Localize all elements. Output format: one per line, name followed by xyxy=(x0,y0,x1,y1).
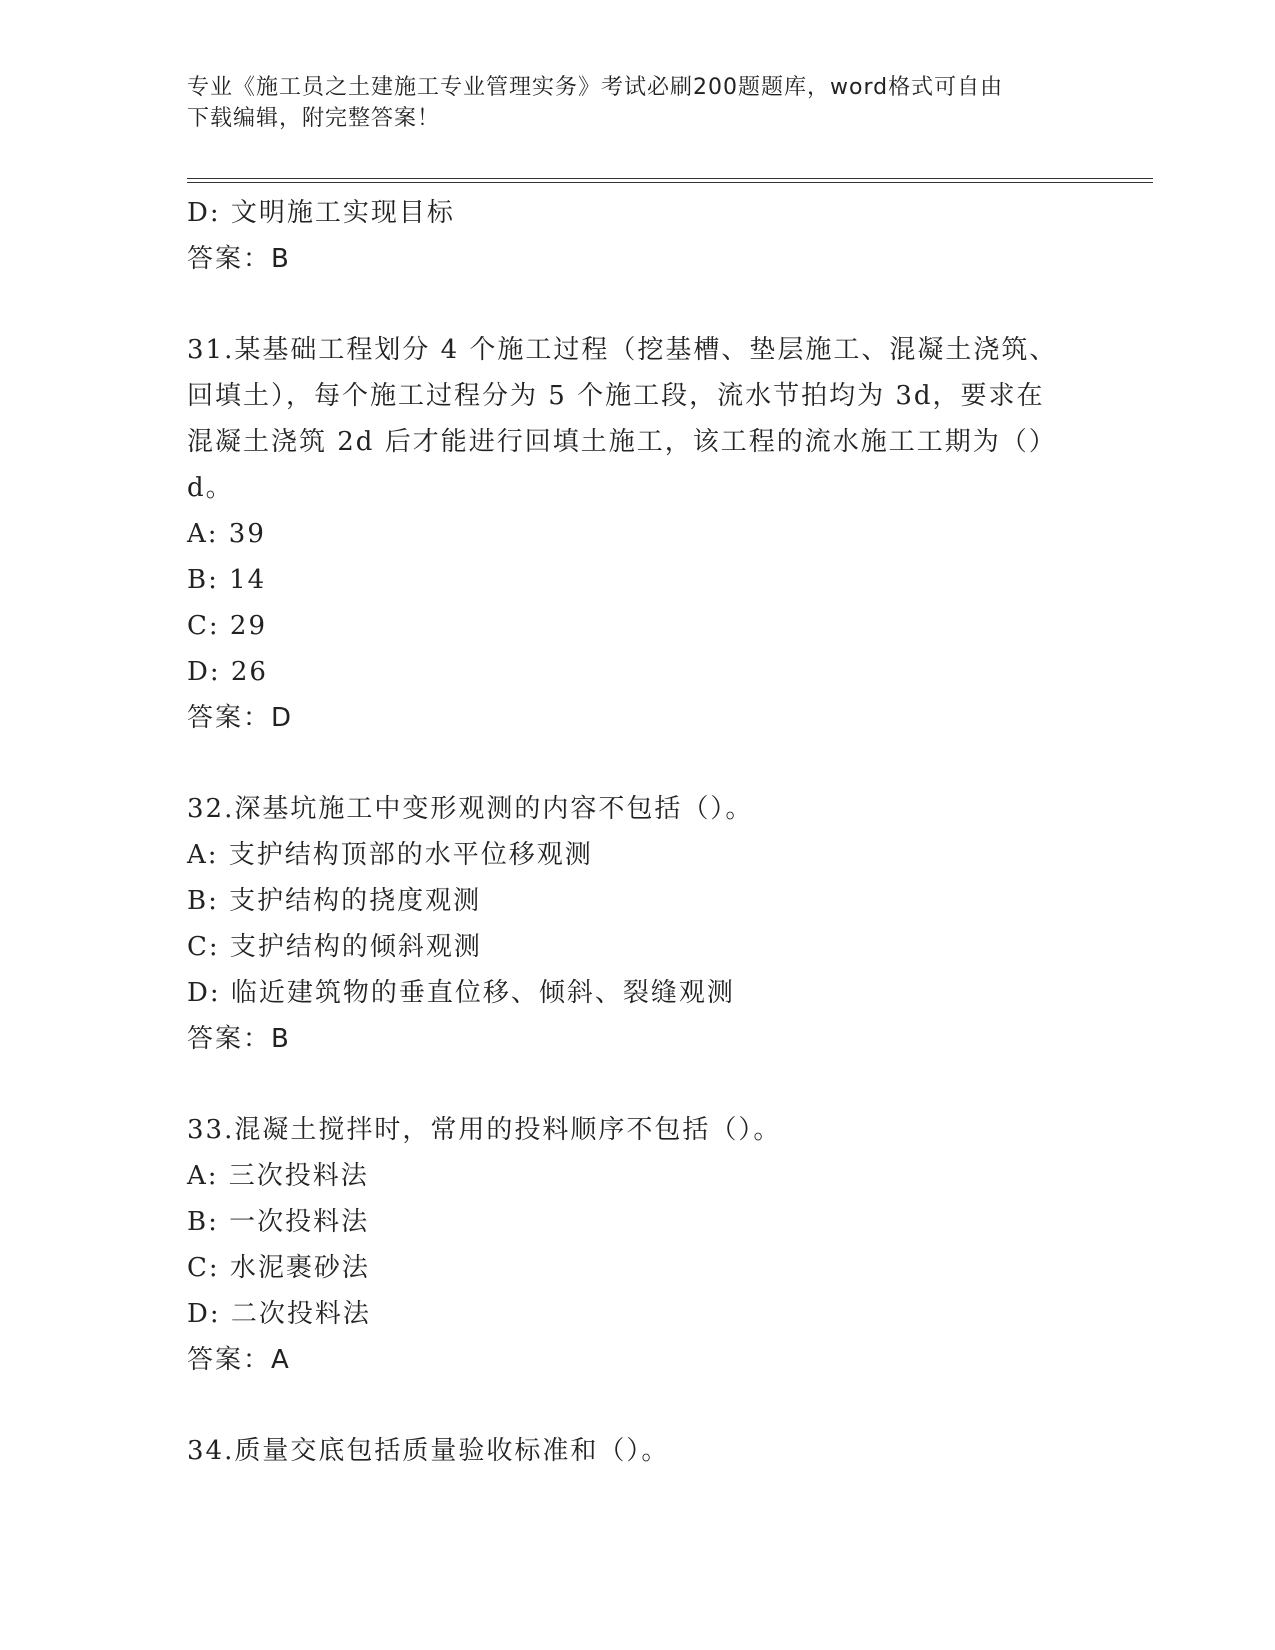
question-31-stem-line-4: d。 xyxy=(187,473,234,503)
question-33-option-d: D: 二次投料法 xyxy=(187,1299,371,1329)
question-34-stem: 34.质量交底包括质量验收标准和（）。 xyxy=(187,1436,670,1466)
question-33 xyxy=(187,1107,1087,1383)
question-32-answer: 答案：B xyxy=(187,1024,291,1054)
prev-answer: 答案：B xyxy=(187,244,291,274)
question-32-option-b: B: 支护结构的挠度观测 xyxy=(187,886,482,916)
question-32-stem: 32.深基坑施工中变形观测的内容不包括（）。 xyxy=(187,794,754,824)
question-34 xyxy=(187,1428,1087,1474)
question-31-option-c: C: 29 xyxy=(187,611,268,641)
question-31-stem-line-1: 31.某基础工程划分 4 个施工过程（挖基槽、垫层施工、混凝土浇筑、 xyxy=(187,335,1058,365)
spacer xyxy=(187,1383,1087,1428)
question-32-option-d: D: 临近建筑物的垂直位移、倾斜、裂缝观测 xyxy=(187,978,735,1008)
question-33-option-b: B: 一次投料法 xyxy=(187,1207,370,1237)
question-31-stem-line-3: 混凝土浇筑 2d 后才能进行回填土施工，该工程的流水施工工期为（） xyxy=(187,427,1057,457)
header-line-2: 下载编辑，附完整答案！ xyxy=(187,106,441,131)
header-line-1: 专业《施工员之土建施工专业管理实务》考试必刷200题题库，word格式可自由 xyxy=(187,75,1004,100)
header-rule-top xyxy=(187,178,1153,179)
document-header xyxy=(187,72,1067,134)
spacer xyxy=(187,1062,1087,1107)
question-31-stem-line-2: 回填土），每个施工过程分为 5 个施工段，流水节拍均为 3d，要求在 xyxy=(187,381,1045,411)
question-31-option-a: A: 39 xyxy=(187,519,266,549)
prev-option-d: D: 文明施工实现目标 xyxy=(187,198,455,228)
question-32-option-a: A: 支护结构顶部的水平位移观测 xyxy=(187,840,593,870)
question-33-stem: 33.混凝土搅拌时，常用的投料顺序不包括（）。 xyxy=(187,1115,782,1145)
question-31-option-b: B: 14 xyxy=(187,565,267,595)
spacer xyxy=(187,741,1087,786)
question-31 xyxy=(187,327,1087,741)
question-33-option-c: C: 水泥裹砂法 xyxy=(187,1253,370,1283)
spacer xyxy=(187,282,1087,327)
question-32-option-c: C: 支护结构的倾斜观测 xyxy=(187,932,482,962)
question-list xyxy=(187,190,1087,1474)
question-33-option-a: A: 三次投料法 xyxy=(187,1161,369,1191)
question-31-answer: 答案：D xyxy=(187,703,294,733)
question-33-answer: 答案：A xyxy=(187,1345,291,1375)
question-31-option-d: D: 26 xyxy=(187,657,268,687)
header-rule-bottom xyxy=(187,182,1153,183)
question-32 xyxy=(187,786,1087,1062)
